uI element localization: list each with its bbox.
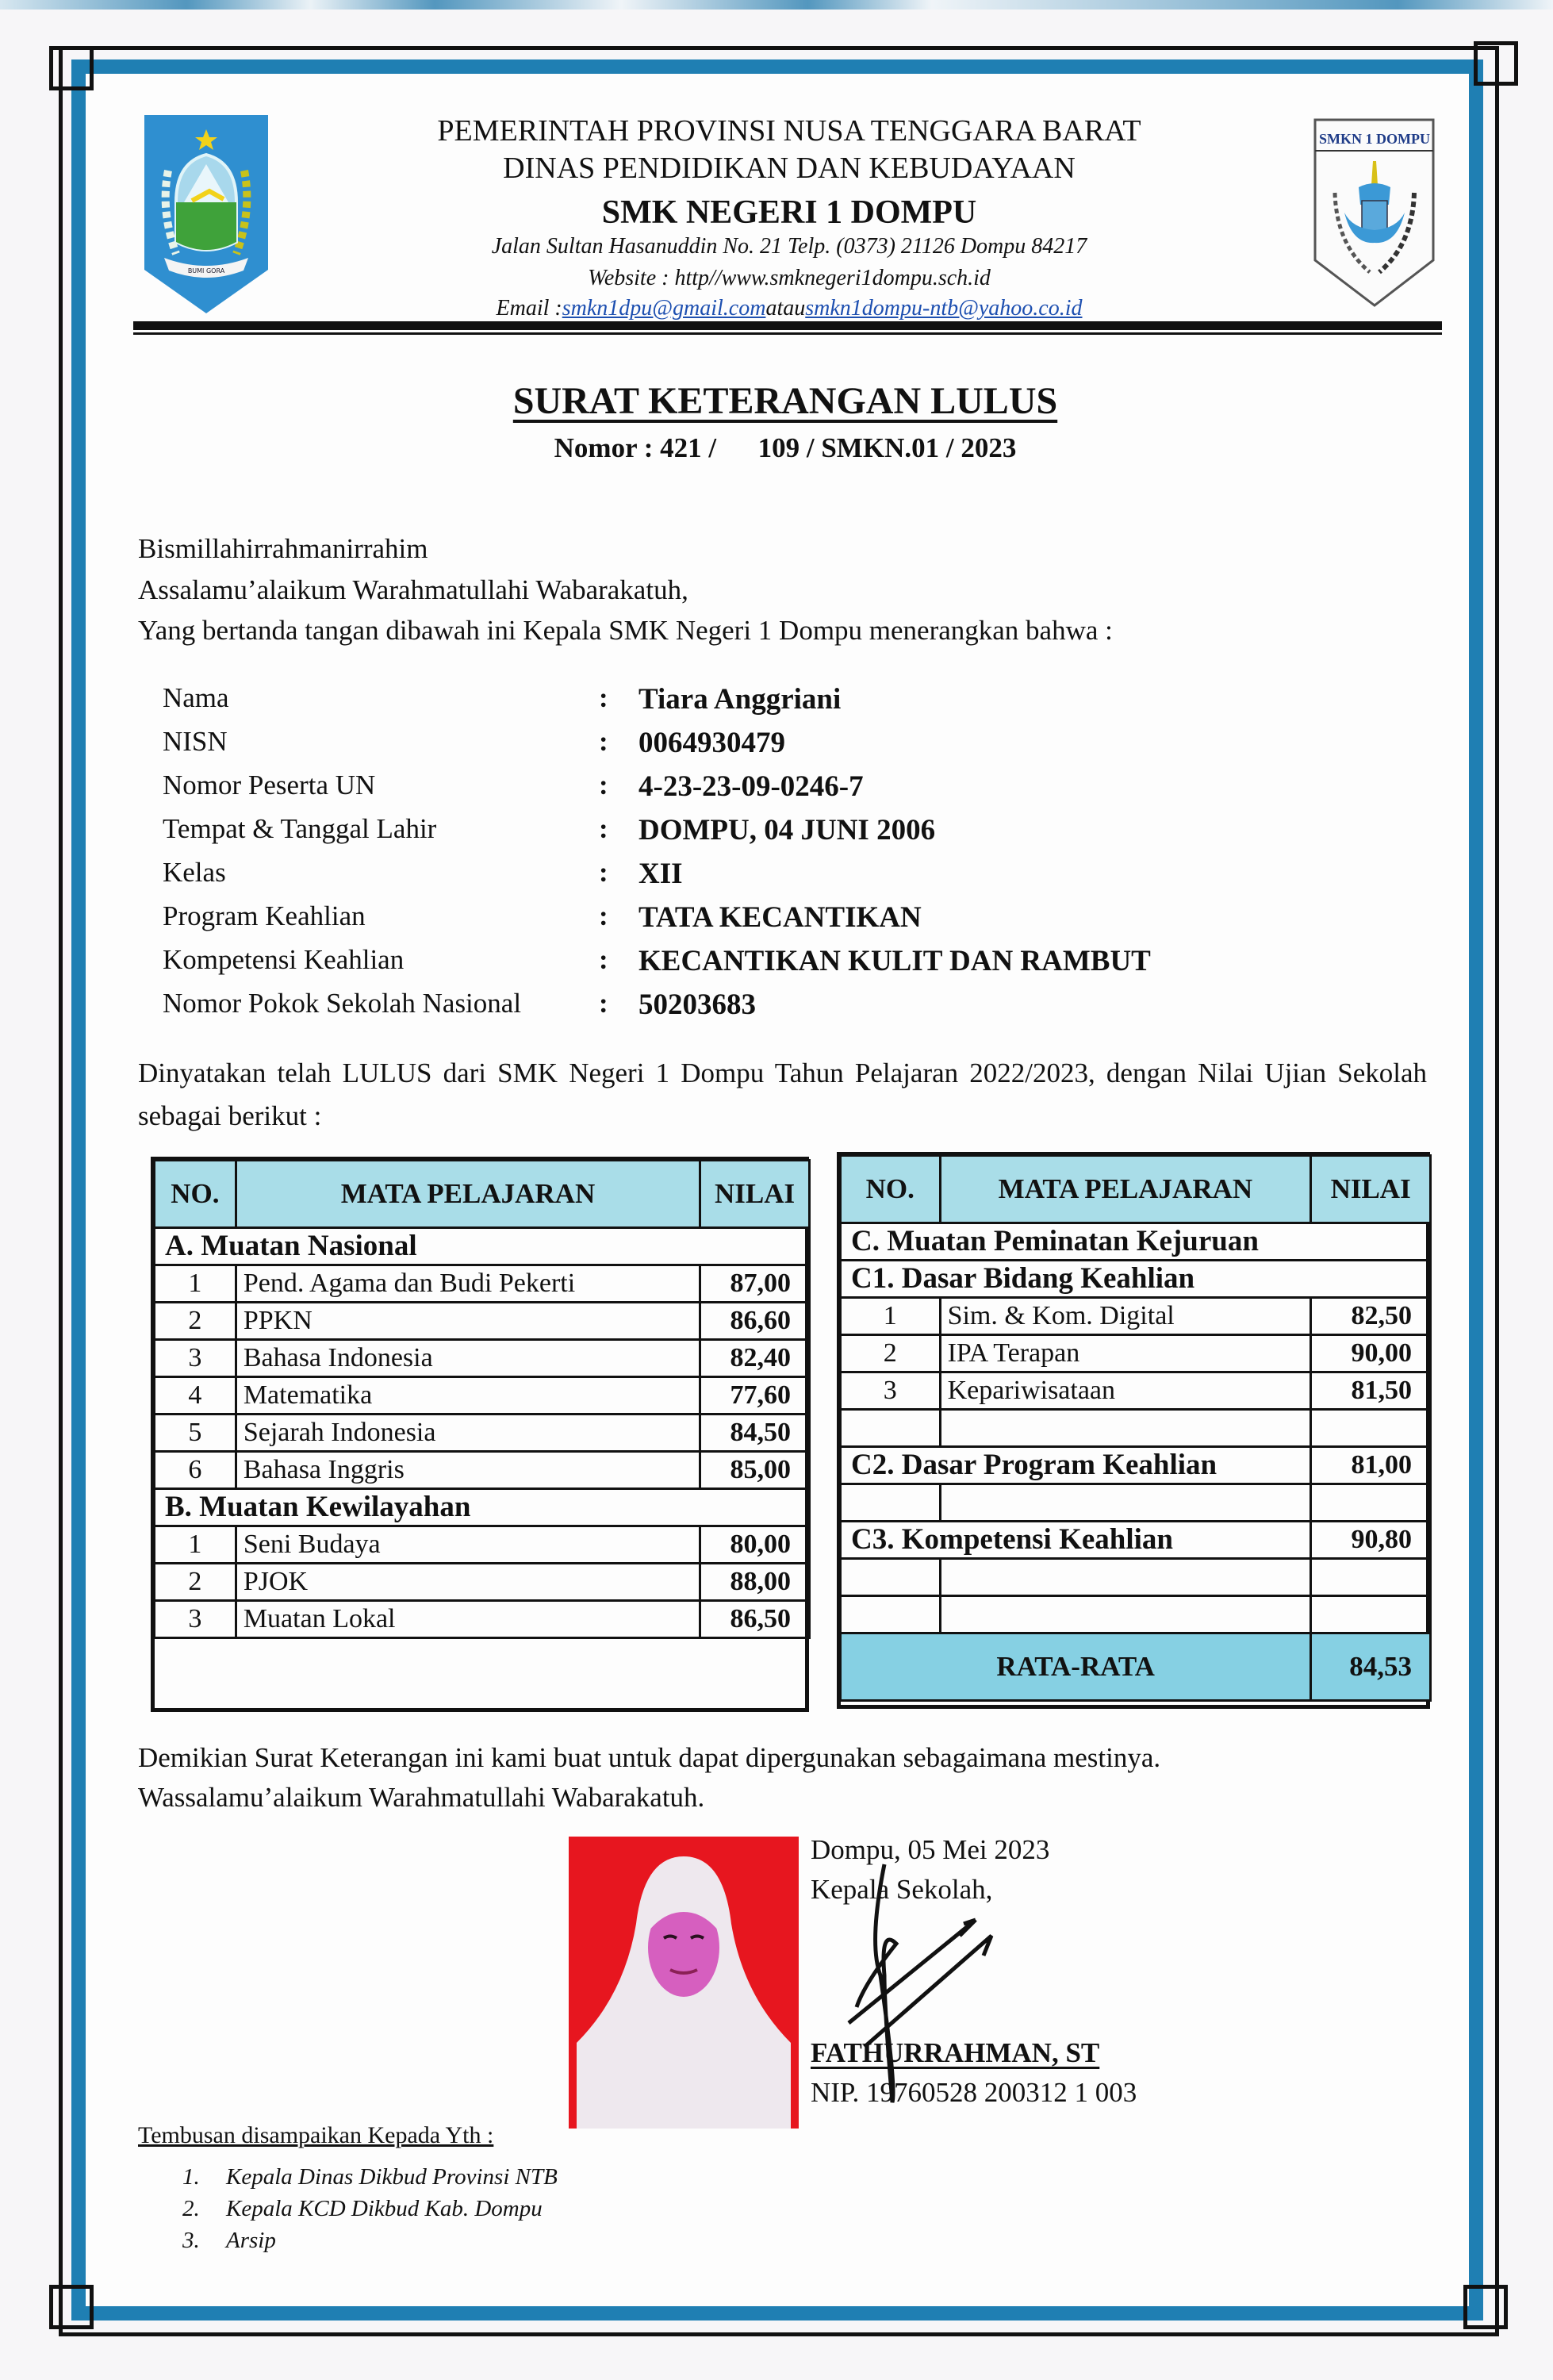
email-prefix: Email :	[496, 296, 562, 321]
emblem-school-text: SMKN 1 DOMPU	[1319, 131, 1430, 147]
info-value: 50203683	[638, 988, 756, 1021]
row-no: 4	[155, 1377, 236, 1415]
copies-item-number: 3.	[182, 2228, 200, 2253]
info-row	[163, 813, 1432, 856]
info-label: Kompetensi Keahlian	[163, 944, 405, 975]
table-row	[155, 1303, 810, 1340]
student-photo	[569, 1837, 799, 2129]
info-colon: :	[599, 988, 608, 1019]
top-edge-strip	[0, 0, 1553, 10]
section-c2-heading: C2. Dasar Program Keahlian	[841, 1447, 1311, 1484]
row-score: 85,00	[700, 1452, 810, 1489]
info-value: TATA KECANTIKAN	[638, 901, 922, 934]
copies-heading: Tembusan disampaikan Kepada Yth :	[138, 2122, 494, 2148]
row-subject: IPA Terapan	[940, 1335, 1311, 1372]
row-subject: Bahasa Inggris	[236, 1452, 700, 1489]
table-row	[155, 1340, 810, 1377]
row-no: 1	[155, 1526, 236, 1564]
info-colon: :	[599, 944, 608, 975]
row-score: 86,60	[700, 1303, 810, 1340]
greeting-bismillah: Bismillahirrahmanirrahim	[138, 533, 428, 564]
table-row	[841, 1372, 1431, 1410]
info-row	[163, 944, 1432, 987]
info-colon: :	[599, 770, 608, 800]
document-number: Nomor : 421 / 109 / SMKN.01 / 2023	[554, 432, 1017, 463]
average-score: 84,53	[1311, 1633, 1431, 1701]
greeting-salam: Assalamu’alaikum Warahmatullahi Wabarakatuh,	[138, 574, 688, 605]
principal-nip: NIP. 19760528 200312 1 003	[811, 2077, 1137, 2108]
empty-row	[841, 1559, 1431, 1596]
empty-row	[841, 1410, 1431, 1447]
frame-corner-bottom-right	[1463, 2285, 1508, 2329]
info-label: Nama	[163, 682, 229, 713]
closing-salam: Wassalamu’alaikum Warahmatullahi Wabarakatuh.	[138, 1782, 705, 1813]
row-score: 88,00	[700, 1564, 810, 1601]
info-row	[163, 857, 1432, 900]
provinsi-ntb-emblem-icon	[144, 115, 268, 313]
copies-item-text: Arsip	[226, 2228, 276, 2253]
row-no: 3	[155, 1601, 236, 1638]
copies-item-text: Kepala Dinas Dikbud Provinsi NTB	[226, 2164, 558, 2190]
row-score: 90,00	[1311, 1335, 1431, 1372]
letterhead-address: Jalan Sultan Hasanuddin No. 21 Telp. (0373) 21126 Dompu 84217	[491, 234, 1087, 259]
info-value: XII	[638, 858, 683, 890]
row-subject: Sim. & Kom. Digital	[940, 1298, 1311, 1335]
info-row	[163, 770, 1432, 812]
copies-item-number: 1.	[182, 2164, 200, 2190]
emblem-motto: BUMI GORA	[187, 267, 225, 274]
row-subject: Kepariwisataan	[940, 1372, 1311, 1410]
row-no: 5	[155, 1415, 236, 1452]
letterhead-rule-thin	[133, 332, 1442, 335]
row-no: 1	[155, 1265, 236, 1303]
header-subject: MATA PELAJARAN	[940, 1156, 1311, 1223]
letterhead-department: DINAS PENDIDIKAN DAN KEBUDAYAAN	[503, 152, 1076, 185]
section-c2-score: 81,00	[1311, 1447, 1431, 1484]
copies-item-text: Kepala KCD Dikbud Kab. Dompu	[226, 2196, 543, 2221]
letterhead-government: PEMERINTAH PROVINSI NUSA TENGGARA BARAT	[437, 114, 1141, 148]
table-row	[841, 1335, 1431, 1372]
signature-scribble-icon	[825, 1848, 1079, 2110]
info-colon: :	[599, 682, 608, 713]
letterhead-email	[373, 296, 1206, 321]
info-colon: :	[599, 813, 608, 844]
header-no: NO.	[841, 1156, 941, 1223]
row-subject: Muatan Lokal	[236, 1601, 700, 1638]
copies-list-item	[182, 2228, 276, 2254]
average-label: RATA-RATA	[841, 1633, 1311, 1701]
row-subject: PJOK	[236, 1564, 700, 1601]
info-value: Tiara Anggriani	[638, 683, 842, 716]
empty-row	[841, 1484, 1431, 1522]
info-value: DOMPU, 04 JUNI 2006	[638, 814, 936, 846]
grades-table-right-grid	[839, 1154, 1432, 1702]
header-score: NILAI	[1311, 1156, 1431, 1223]
info-row	[163, 900, 1432, 943]
row-subject: Sejarah Indonesia	[236, 1415, 700, 1452]
info-value: 4-23-23-09-0246-7	[638, 770, 864, 803]
letterhead-website: Website : http//www.smknegeri1dompu.sch.id	[588, 266, 991, 290]
info-colon: :	[599, 726, 608, 757]
info-value: KECANTIKAN KULIT DAN RAMBUT	[638, 945, 1151, 977]
info-label: Program Keahlian	[163, 900, 366, 931]
row-score: 81,50	[1311, 1372, 1431, 1410]
row-no: 2	[155, 1564, 236, 1601]
letterhead-school-name: SMK NEGERI 1 DOMPU	[601, 194, 977, 231]
row-no: 1	[841, 1298, 941, 1335]
table-row	[155, 1377, 810, 1415]
signature-position: Kepala Sekolah,	[811, 1874, 993, 1905]
row-no: 2	[841, 1335, 941, 1372]
copies-list-item	[182, 2196, 543, 2222]
section-c3-score: 90,80	[1311, 1522, 1431, 1559]
table-row	[155, 1526, 810, 1564]
info-label: Nomor Peserta UN	[163, 770, 376, 800]
table-row	[155, 1564, 810, 1601]
info-row	[163, 682, 1432, 725]
row-subject: Matematika	[236, 1377, 700, 1415]
signature-place-date: Dompu, 05 Mei 2023	[811, 1834, 1050, 1865]
frame-corner-top-left	[49, 46, 94, 90]
info-value: 0064930479	[638, 727, 785, 759]
grades-table-right	[837, 1152, 1430, 1709]
section-b-heading: B. Muatan Kewilayahan	[155, 1489, 810, 1526]
info-label: Tempat & Tanggal Lahir	[163, 813, 437, 844]
info-row	[163, 726, 1432, 769]
table-header-row	[155, 1161, 810, 1228]
table-row	[155, 1452, 810, 1489]
row-no: 2	[155, 1303, 236, 1340]
row-score: 82,50	[1311, 1298, 1431, 1335]
info-label: NISN	[163, 726, 228, 757]
greeting-intro: Yang bertanda tangan dibawah ini Kepala SMK Negeri 1 Dompu menerangkan bahwa :	[138, 615, 1113, 646]
graduation-statement: Dinyatakan telah LULUS dari SMK Negeri 1 Dompu Tahun Pelajaran 2022/2023, dengan Nilai Ujian Sekolah sebagai berikut :	[138, 1058, 1427, 1131]
section-c-heading: C. Muatan Peminatan Kejuruan	[841, 1223, 1431, 1261]
info-row	[163, 988, 1432, 1031]
row-no: 6	[155, 1452, 236, 1489]
header-subject: MATA PELAJARAN	[236, 1161, 700, 1228]
table-row	[155, 1265, 810, 1303]
row-subject: Pend. Agama dan Budi Pekerti	[236, 1265, 700, 1303]
info-colon: :	[599, 857, 608, 888]
row-score: 84,50	[700, 1415, 810, 1452]
email-link-yahoo[interactable]: smkn1dompu-ntb@yahoo.co.id	[805, 296, 1083, 321]
row-score: 87,00	[700, 1265, 810, 1303]
header-score: NILAI	[700, 1161, 810, 1228]
section-c2-row	[841, 1447, 1431, 1484]
section-c3-row	[841, 1522, 1431, 1559]
smkn-1-dompu-emblem-icon	[1313, 117, 1436, 308]
info-label: Kelas	[163, 857, 226, 888]
table-row	[155, 1601, 810, 1638]
row-subject: Seni Budaya	[236, 1526, 700, 1564]
copies-list-item	[182, 2164, 558, 2190]
info-colon: :	[599, 900, 608, 931]
row-subject: PPKN	[236, 1303, 700, 1340]
table-header-row	[841, 1156, 1431, 1223]
section-c3-heading: C3. Kompetensi Keahlian	[841, 1522, 1311, 1559]
section-a-heading: A. Muatan Nasional	[155, 1228, 810, 1265]
document-title: SURAT KETERANGAN LULUS	[512, 380, 1058, 422]
row-no: 3	[155, 1340, 236, 1377]
frame-corner-top-right	[1474, 41, 1518, 86]
row-subject: Bahasa Indonesia	[236, 1340, 700, 1377]
copies-item-number: 2.	[182, 2196, 200, 2221]
letterhead-rule-thick	[133, 321, 1442, 330]
email-link-gmail[interactable]: smkn1dpu@gmail.com	[562, 296, 766, 321]
section-c1-heading: C1. Dasar Bidang Keahlian	[841, 1261, 1431, 1298]
header-no: NO.	[155, 1161, 236, 1228]
row-score: 82,40	[700, 1340, 810, 1377]
closing-statement: Demikian Surat Keterangan ini kami buat untuk dapat dipergunakan sebagaimana mestinya.	[138, 1742, 1161, 1773]
info-label: Nomor Pokok Sekolah Nasional	[163, 988, 522, 1019]
empty-row	[841, 1596, 1431, 1633]
grades-table-left	[151, 1157, 809, 1712]
row-score: 80,00	[700, 1526, 810, 1564]
email-separator: atau	[765, 296, 806, 321]
row-score: 77,60	[700, 1377, 810, 1415]
row-score: 86,50	[700, 1601, 810, 1638]
grades-table-left-grid	[153, 1159, 811, 1639]
table-row	[155, 1415, 810, 1452]
average-row	[841, 1633, 1431, 1701]
table-row	[841, 1298, 1431, 1335]
principal-name: FATHURRAHMAN, ST	[811, 2037, 1100, 2068]
frame-corner-bottom-left	[49, 2285, 94, 2329]
row-no: 3	[841, 1372, 941, 1410]
